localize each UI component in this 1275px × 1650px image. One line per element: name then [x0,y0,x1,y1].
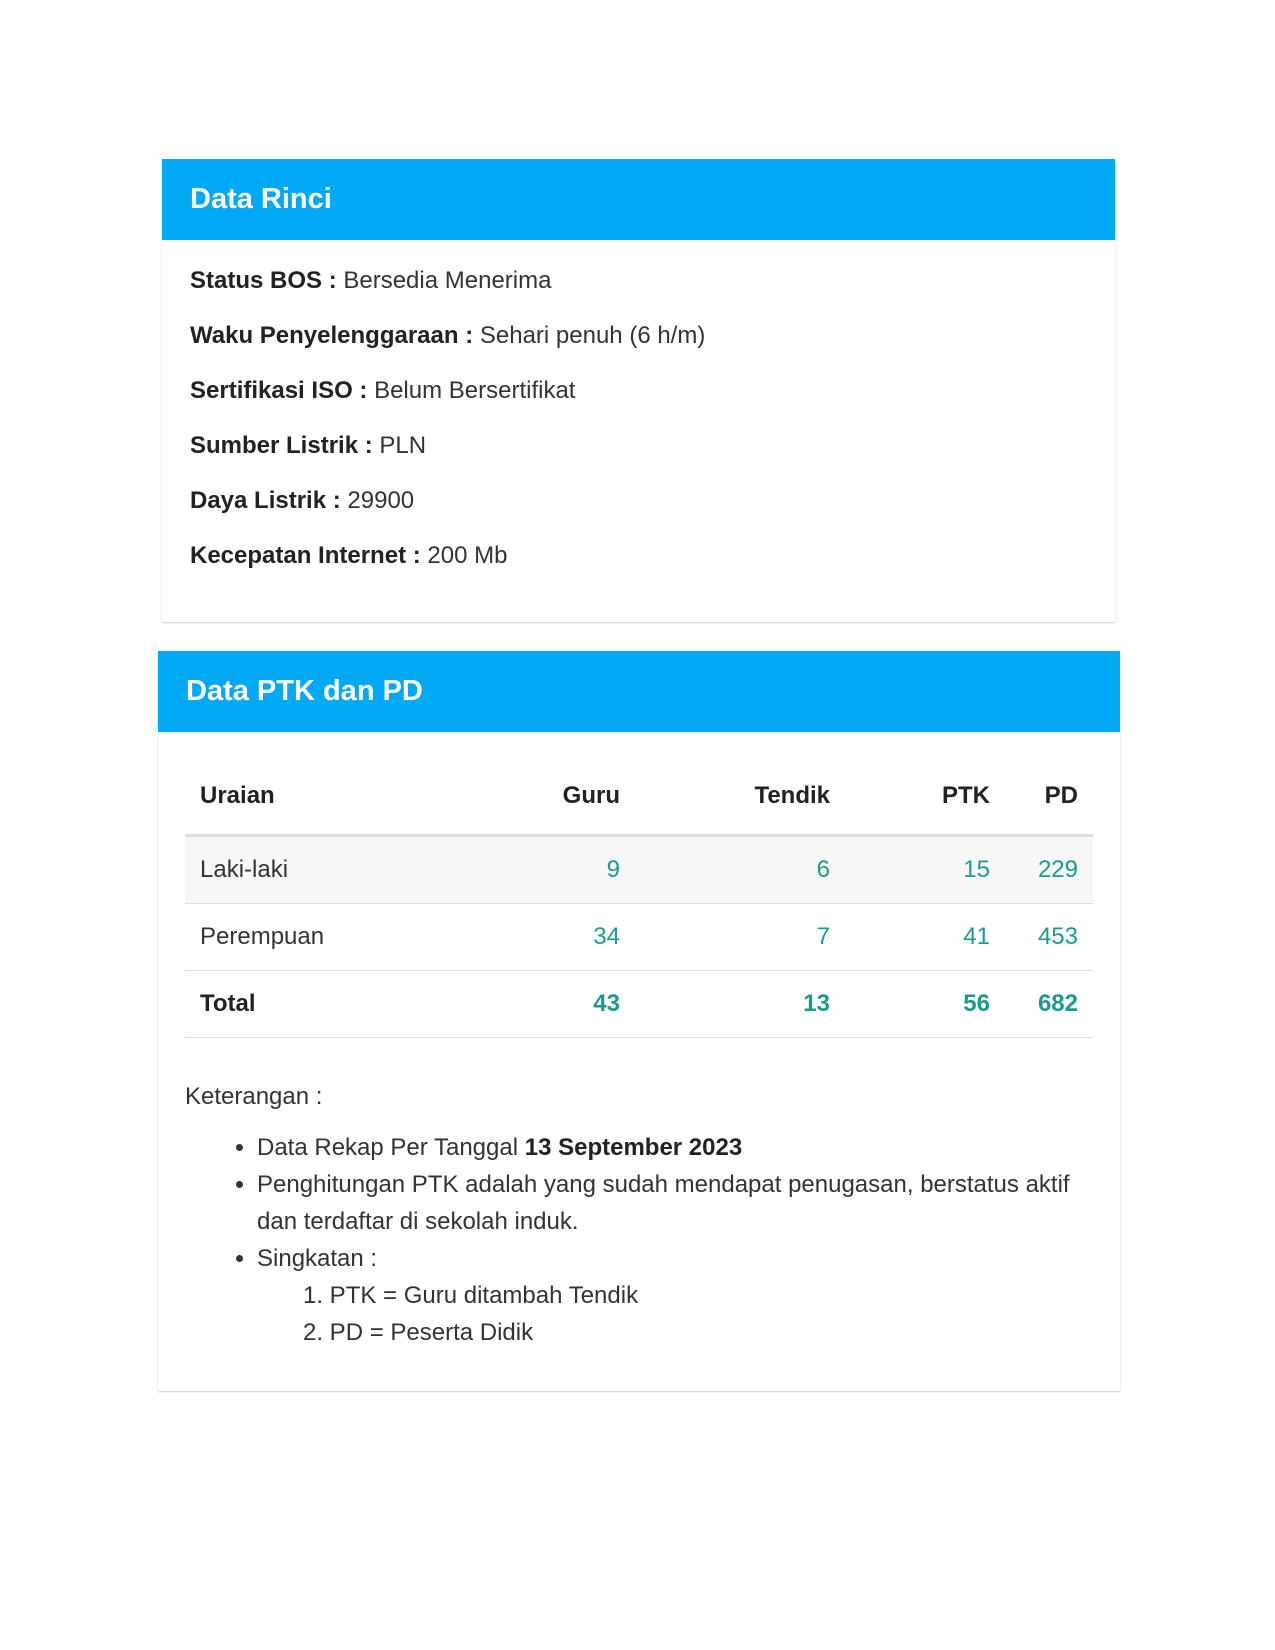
detail-label: Sumber Listrik : [190,432,373,459]
table-header-row [185,758,1093,836]
table-row [185,904,1093,971]
detail-status-bos [190,266,1087,321]
header-tendik: Tendik [635,758,845,836]
notes-section [158,1038,1120,1351]
notes-item-ptk-count: • Penghitungan PTK adalah yang sudah mendapat penugasan, berstatus aktif dan terdaftar di sekolah induk. [257,1166,1093,1240]
abbreviation-item: 2. PD = Peserta Didik [303,1319,534,1346]
abbreviations-list [257,1277,1093,1351]
cell-tendik: 6 [635,836,845,904]
table-total-row [185,971,1093,1038]
cell-guru: 43 [465,971,635,1038]
cell-tendik: 13 [635,971,845,1038]
notes-date-prefix: Data Rekap Per Tanggal [257,1134,519,1161]
header-guru: Guru [465,758,635,836]
header-pd: PD [1005,758,1093,836]
notes-list [185,1129,1093,1351]
detail-label: Kecepatan Internet : [190,542,421,569]
row-label: Laki-laki [185,836,465,904]
cell-guru: 9 [465,836,635,904]
notes-item-abbreviations [257,1240,1093,1351]
data-ptk-pd-title: Data PTK dan PD [158,651,1120,732]
row-label: Perempuan [185,904,465,971]
header-ptk: PTK [845,758,1005,836]
cell-ptk: 15 [845,836,1005,904]
detail-label: Waku Penyelenggaraan : [190,322,474,349]
ptk-pd-table [185,758,1093,1038]
detail-value: 200 Mb [427,542,508,569]
detail-value: Bersedia Menerima [343,267,552,294]
notes-heading: Keterangan : [185,1083,323,1110]
detail-label: Sertifikasi ISO : [190,377,368,404]
detail-sertifikasi-iso [190,376,1087,431]
detail-list [162,240,1115,596]
data-ptk-pd-card [158,651,1120,1391]
detail-value: Belum Bersertifikat [374,377,576,404]
table-row [185,836,1093,904]
cell-pd: 229 [1005,836,1093,904]
cell-pd: 453 [1005,904,1093,971]
detail-waktu-penyelenggaraan [190,321,1087,376]
notes-date-value: 13 September 2023 [524,1134,743,1161]
cell-ptk: 41 [845,904,1005,971]
cell-pd: 682 [1005,971,1093,1038]
detail-kecepatan-internet [190,541,1087,596]
detail-daya-listrik [190,486,1087,541]
notes-item-date [257,1129,1093,1166]
abbreviation-item: 1. PTK = Guru ditambah Tendik [303,1282,639,1309]
detail-value: PLN [379,432,427,459]
detail-label: Status BOS : [190,267,337,294]
cell-ptk: 56 [845,971,1005,1038]
detail-value: 29900 [347,487,415,514]
cell-guru: 34 [465,904,635,971]
abbreviations-heading: Singkatan : [257,1245,378,1272]
row-label: Total [185,971,465,1038]
data-rinci-title: Data Rinci [162,159,1115,240]
header-uraian: Uraian [185,758,465,836]
detail-label: Daya Listrik : [190,487,341,514]
detail-value: Sehari penuh (6 h/m) [479,322,706,349]
table-wrapper [158,732,1120,1038]
detail-sumber-listrik [190,431,1087,486]
data-rinci-card [162,159,1115,622]
cell-tendik: 7 [635,904,845,971]
